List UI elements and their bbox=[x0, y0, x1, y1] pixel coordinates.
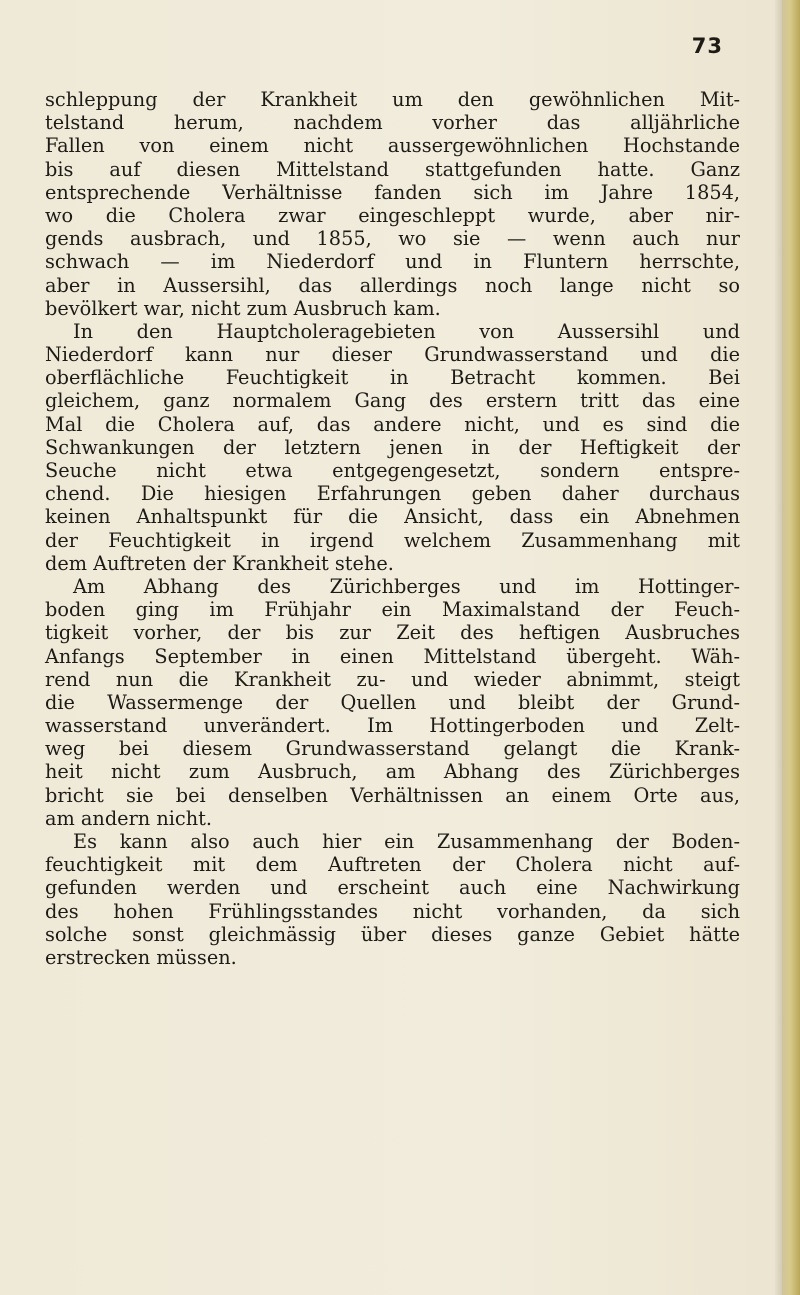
text-line: Seuche nicht etwa entgegengesetzt, sondern entspre- bbox=[45, 459, 740, 482]
text-line: der Feuchtigkeit in irgend welchem Zusammenhang mit bbox=[45, 528, 740, 552]
text-line: Fallen von einem nicht aussergewöhnlichen Hochstande bbox=[45, 134, 740, 158]
text-line: feuchtigkeit mit dem Auftreten der Cholera nicht auf- bbox=[45, 853, 740, 877]
text-line: Es kann also auch hier ein Zusammenhang der Boden- bbox=[73, 830, 740, 853]
text-line: Anfangs September in einen Mittelstand übergeht. Wäh- bbox=[45, 644, 740, 668]
text-line: bricht sie bei denselben Verhältnissen an einem Orte aus, bbox=[45, 783, 740, 807]
text-line: entsprechende Verhältnisse fanden sich im Jahre 1854, bbox=[45, 180, 740, 204]
gutter-shadow bbox=[774, 0, 782, 1295]
text-line: oberflächliche Feuchtigkeit in Betracht kommen. Bei bbox=[45, 366, 740, 390]
text-line: wo die Cholera zwar eingeschleppt wurde, aber nir- bbox=[45, 203, 740, 227]
book-spine-edge bbox=[782, 0, 800, 1295]
text-line: gleichem, ganz normalem Gang des erstern tritt das eine bbox=[45, 389, 740, 413]
text-line: bevölkert war, nicht zum Ausbruch kam. bbox=[45, 296, 441, 320]
text-line: solche sonst gleichmässig über dieses ganze Gebiet hätte bbox=[45, 922, 740, 946]
text-line: am andern nicht. bbox=[45, 806, 213, 830]
text-line: Am Abhang des Zürichberges und im Hottinger- bbox=[73, 574, 740, 598]
text-line: telstand herum, nachdem vorher das alljährliche bbox=[45, 111, 740, 135]
text-line: schleppung der Krankheit um den gewöhnlichen Mit- bbox=[45, 88, 740, 111]
text-line: Schwankungen der letztern jenen in der Heftigkeit der bbox=[45, 435, 740, 459]
text-line: heit nicht zum Ausbruch, am Abhang des Zürichberges bbox=[45, 760, 740, 784]
text-line: boden ging im Frühjahr ein Maximalstand der Feuch- bbox=[45, 598, 740, 622]
text-line: aber in Aussersihl, das allerdings noch lange nicht so bbox=[45, 273, 740, 297]
text-line: dem Auftreten der Krankheit stehe. bbox=[45, 551, 394, 575]
text-line: des hohen Frühlingsstandes nicht vorhanden, da sich bbox=[45, 899, 740, 923]
text-line: In den Hauptcholeragebieten von Aussersihl und bbox=[73, 319, 740, 343]
text-line: Mal die Cholera auf, das andere nicht, und es sind die bbox=[45, 412, 740, 436]
text-line: Niederdorf kann nur dieser Grundwasserstand und die bbox=[45, 343, 740, 367]
text-line: chend. Die hiesigen Erfahrungen geben daher durchaus bbox=[45, 482, 740, 506]
text-line: tigkeit vorher, der bis zur Zeit des heftigen Ausbruches bbox=[45, 621, 740, 645]
body-text bbox=[45, 88, 740, 969]
text-line: die Wassermenge der Quellen und bleibt der Grund- bbox=[45, 690, 740, 714]
text-line: rend nun die Krankheit zu- und wieder abnimmt, steigt bbox=[45, 667, 740, 691]
text-line: gends ausbrach, und 1855, wo sie — wenn auch nur bbox=[45, 227, 740, 251]
text-line: gefunden werden und erscheint auch eine Nachwirkung bbox=[45, 876, 740, 900]
text-line: weg bei diesem Grundwasserstand gelangt die Krank- bbox=[45, 737, 740, 761]
text-line: erstrecken müssen. bbox=[45, 945, 237, 969]
text-line: schwach — im Niederdorf und in Fluntern herrschte, bbox=[45, 250, 740, 274]
page-number: 73 bbox=[691, 34, 723, 58]
text-line: wasserstand unverändert. Im Hottingerboden und Zelt- bbox=[45, 714, 740, 738]
text-line: bis auf diesen Mittelstand stattgefunden hatte. Ganz bbox=[45, 157, 740, 181]
text-line: keinen Anhaltspunkt für die Ansicht, dass ein Abnehmen bbox=[45, 505, 740, 529]
